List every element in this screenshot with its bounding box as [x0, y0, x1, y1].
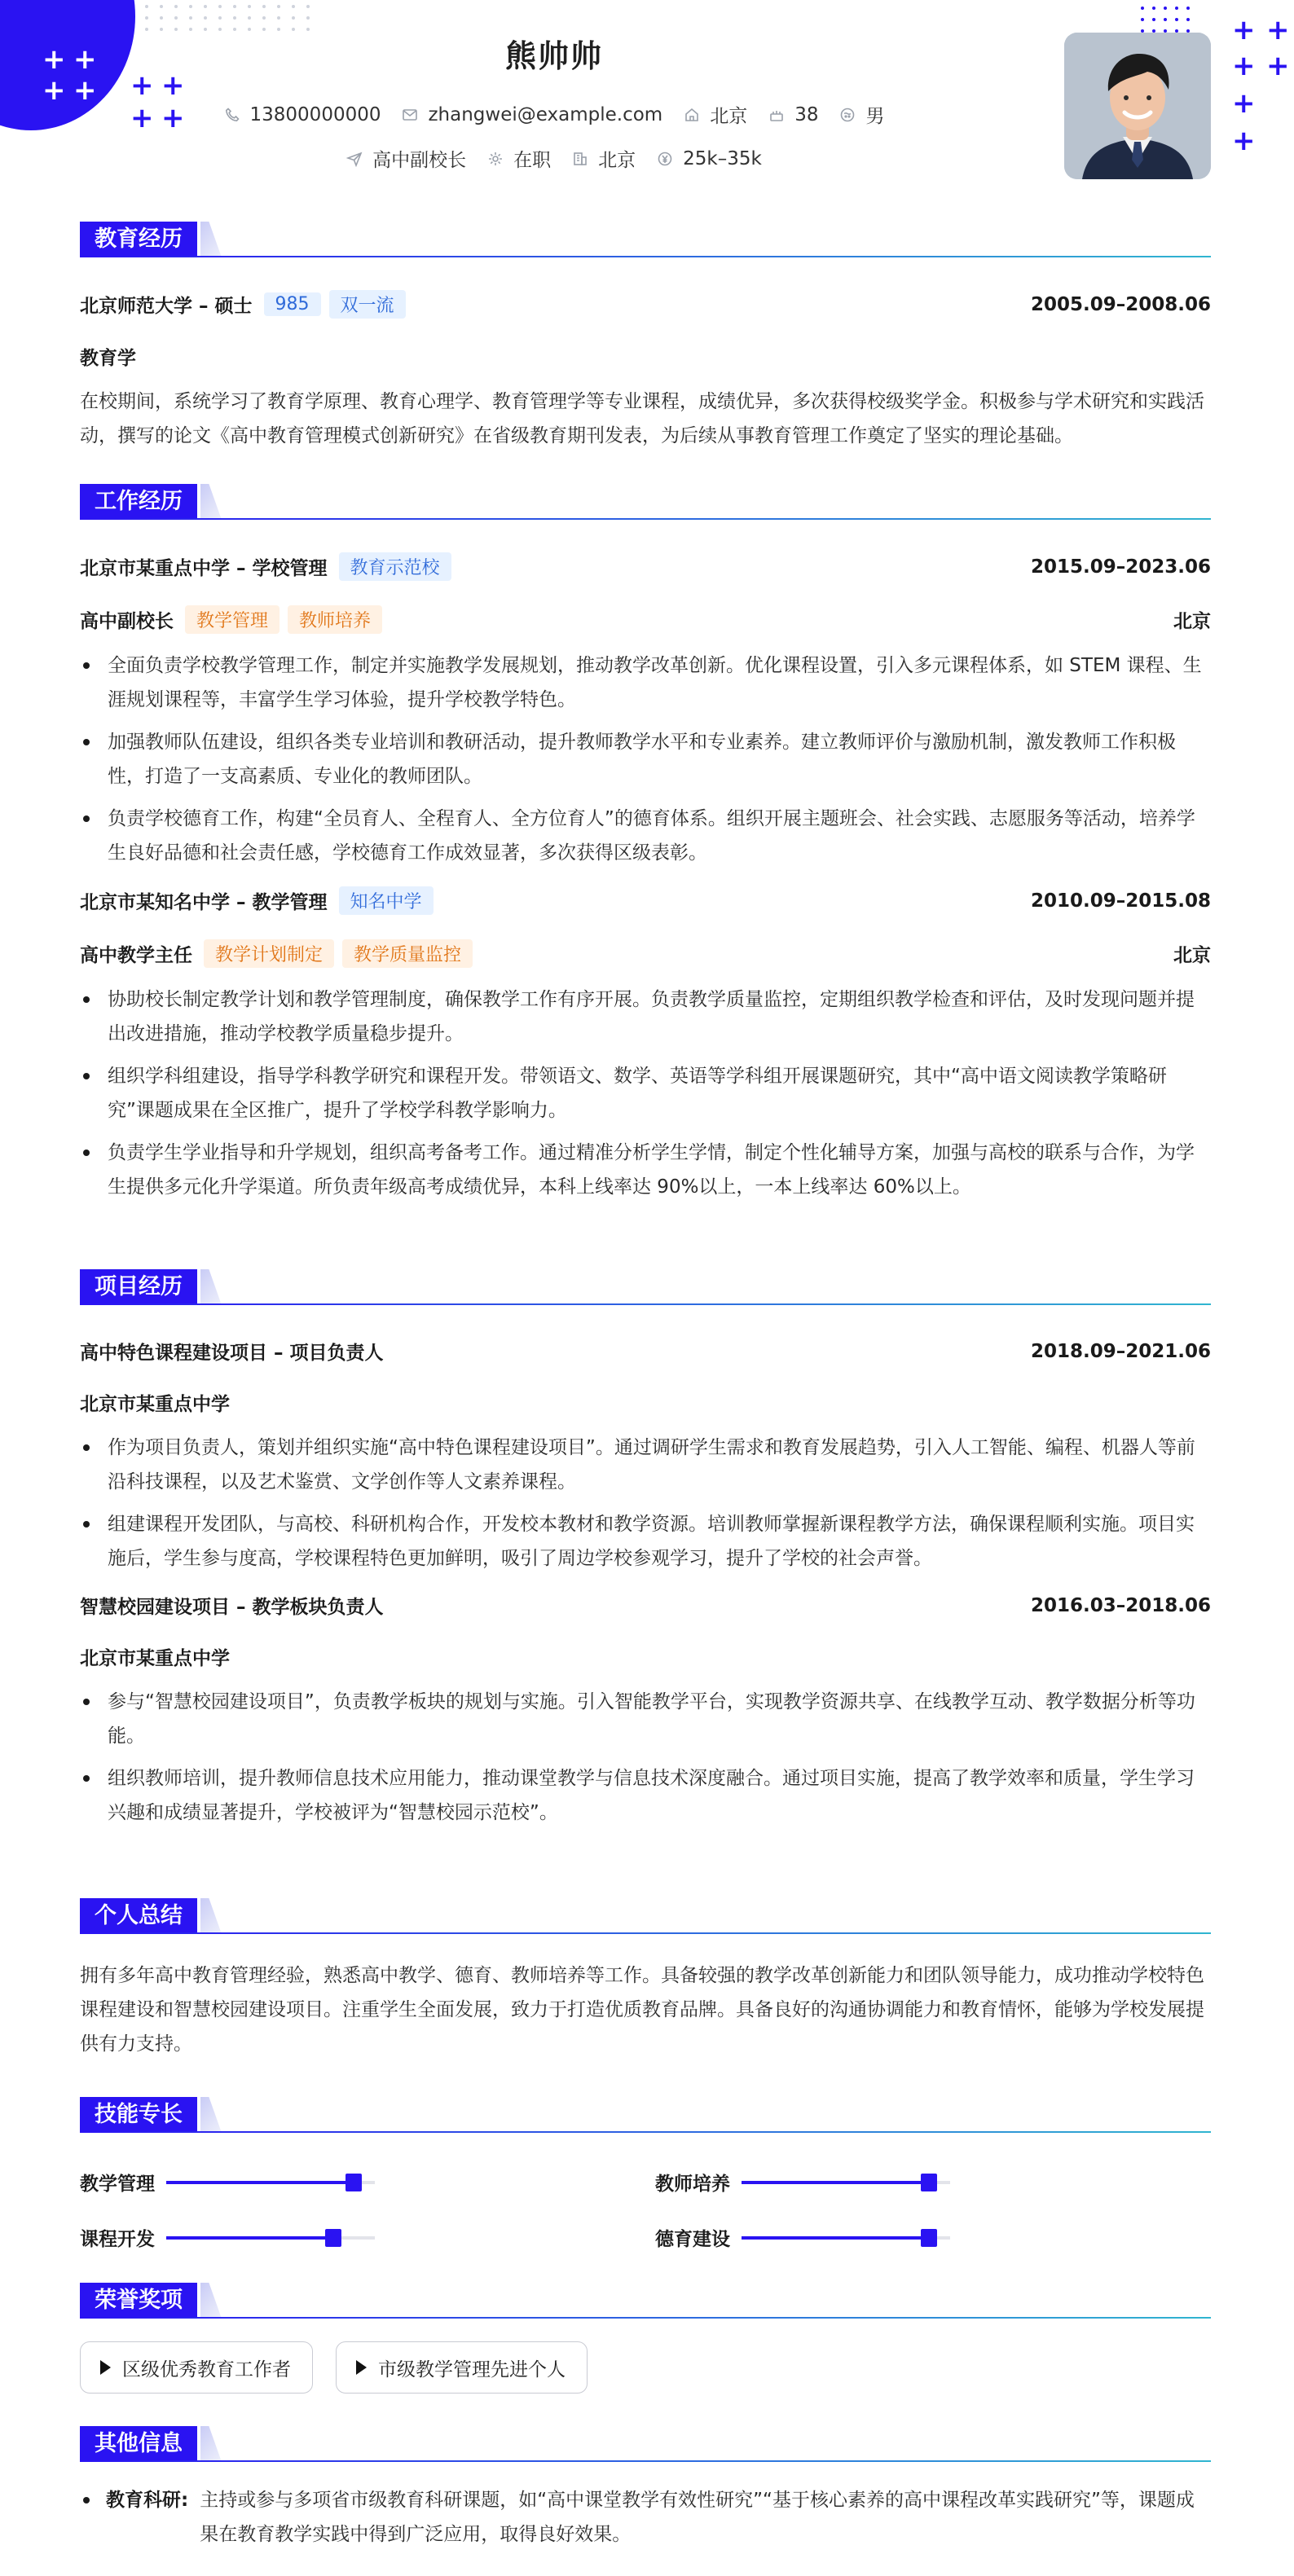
- work-role-row: [80, 605, 1211, 634]
- project-item: [80, 1592, 1211, 1830]
- yuan-icon: [657, 151, 673, 167]
- skill-bar-fill: [166, 2236, 333, 2240]
- summary-section: [80, 1898, 1211, 2061]
- education-section: [80, 222, 1211, 453]
- section-divider: [80, 256, 1211, 257]
- project-item: [80, 1338, 1211, 1576]
- project-name: 高中特色课程建设项目 – 项目负责人: [80, 1343, 384, 1364]
- section-header: [80, 1898, 1211, 1937]
- candidate-name: 熊帅帅: [504, 38, 603, 74]
- bullet-item: 加强教师队伍建设，组织各类专业培训和教研活动，提升教师教学水平和专业素养。建立教师评价与激励机制，激发教师工作积极性，打造了一支高素质、专业化的教师团队。: [80, 725, 1211, 793]
- plus-decoration-icon: +: [1266, 50, 1290, 82]
- skill-bar-knob: [921, 2229, 937, 2247]
- work-location: 北京: [1173, 945, 1211, 966]
- bullet-item: 协助校长制定教学计划和教学管理制度，确保教学工作有序开展。负责教学质量监控，定期组织教学检查和评估，及时发现问题并提出改进措施，推动学校教学质量稳步提升。: [80, 982, 1211, 1051]
- hometown-text: 北京: [710, 106, 748, 127]
- projects-section: [80, 1269, 1211, 1838]
- job-title-info: [346, 145, 466, 172]
- job-title-text: 高中副校长: [372, 150, 467, 171]
- age-text: 38: [794, 103, 819, 125]
- bullet-item: 全面负责学校教学管理工作，制定并实施教学发展规划，推动教学改革创新。优化课程设置，引入多元课程体系，如 STEM 课程、生涯规划课程等，丰富学生学习体验，提升学校教学特色。: [80, 648, 1211, 717]
- school-tag: 双一流: [329, 290, 406, 319]
- status-icon: [487, 151, 504, 167]
- skill-name: 课程开发: [80, 2229, 155, 2250]
- education-period: 2005.09–2008.06: [1030, 293, 1211, 315]
- other-text: 主持或参与多项省市级教育科研课题，如“高中课堂教学有效性研究”“基于核心素养的高中课程改革实践研究”等，课题成果在教育教学实践中得到广泛应用，取得良好效果。: [200, 2490, 1195, 2545]
- other-label: 教育科研:: [106, 2490, 189, 2511]
- plus-decoration-icon: +: [42, 74, 66, 107]
- age-info: [768, 104, 818, 125]
- project-org-row: [80, 1643, 1211, 1670]
- other-item: [80, 2483, 1211, 2552]
- work-org: 北京市某重点中学 – 学校管理: [80, 558, 328, 579]
- section-title: 工作经历: [80, 484, 197, 520]
- section-title: 项目经历: [80, 1269, 197, 1305]
- section-header: [80, 484, 1211, 523]
- section-title: 荣誉奖项: [80, 2283, 197, 2319]
- plus-decoration-icon: +: [73, 43, 97, 76]
- play-triangle-icon: [356, 2360, 367, 2375]
- plus-decoration-icon: +: [1232, 50, 1256, 82]
- work-org-row: [80, 886, 1211, 915]
- work-bullets: [80, 648, 1211, 870]
- work-role-row: [80, 939, 1211, 968]
- skill-name: 教学管理: [80, 2174, 155, 2195]
- mail-icon: [402, 107, 418, 123]
- project-bullets: [80, 1431, 1211, 1576]
- city-info: [572, 145, 636, 172]
- status-info: [487, 145, 551, 172]
- skill-bar: [742, 2181, 950, 2184]
- project-org-row: [80, 1389, 1211, 1416]
- award-text: 区级优秀教育工作者: [122, 2358, 291, 2380]
- work-role: 高中副校长: [80, 611, 174, 632]
- plus-decoration-icon: +: [1232, 14, 1256, 46]
- role-tag: 教学管理: [185, 605, 279, 634]
- building-icon: [572, 151, 588, 167]
- education-row: [80, 290, 1211, 319]
- skill-bar-fill: [742, 2181, 929, 2184]
- bullet-item: 作为项目负责人，策划并组织实施“高中特色课程建设项目”。通过调研学生需求和教育发展趋势，引入人工智能、编程、机器人等前沿科技课程，以及艺术鉴赏、文学创作等人文素养课程。: [80, 1431, 1211, 1499]
- plus-decoration-icon: +: [73, 74, 97, 107]
- role-tag: 教学质量监控: [342, 939, 473, 968]
- awards-list: [80, 2341, 1211, 2394]
- section-divider: [80, 1932, 1211, 1934]
- section-header: [80, 2426, 1211, 2465]
- project-period: 2016.03–2018.06: [1030, 1594, 1211, 1616]
- bullet-item: 负责学校德育工作，构建“全员育人、全程育人、全方位育人”的德育体系。组织开展主题班会、社会实践、志愿服务等活动，培养学生良好品德和社会责任感，学校德育工作成效显著，多次获得区级表彰。: [80, 802, 1211, 870]
- project-name: 智慧校园建设项目 – 教学板块负责人: [80, 1597, 384, 1618]
- work-period: 2010.09–2015.08: [1030, 890, 1211, 912]
- section-title-tail: [200, 2097, 222, 2133]
- plus-decoration-icon: +: [1266, 14, 1290, 46]
- skill-bar-fill: [166, 2181, 354, 2184]
- section-header: [80, 222, 1211, 261]
- skill-item: [655, 2169, 950, 2196]
- section-divider: [80, 2317, 1211, 2319]
- bullet-item: 参与“智慧校园建设项目”，负责教学板块的规划与实施。引入智能教学平台，实现教学资源共享、在线教学互动、教学数据分析等功能。: [80, 1685, 1211, 1753]
- city-text: 北京: [598, 150, 636, 171]
- section-title-tail: [200, 1269, 222, 1305]
- section-title-tail: [200, 1898, 222, 1934]
- section-title-tail: [200, 2283, 222, 2319]
- work-org-row: [80, 552, 1211, 581]
- skill-item: [655, 2224, 950, 2251]
- major-name: 教育学: [80, 348, 136, 369]
- award-text: 市级教学管理先进个人: [378, 2358, 566, 2380]
- skill-bar-knob: [346, 2174, 362, 2191]
- project-org: 北京市某重点中学: [80, 1394, 230, 1415]
- education-description: 在校期间，系统学习了教育学原理、教育心理学、教育管理学等专业课程，成绩优异，多次获得校级奖学金。积极参与学术研究和实践活动，撰写的论文《高中教育管理模式创新研究》在省级教育期刊发表，为后续从事教育管理工作奠定了坚实的理论基础。: [80, 391, 1204, 446]
- other-section: [80, 2426, 1211, 2552]
- skill-bar-knob: [921, 2174, 937, 2191]
- plus-decoration-icon: +: [161, 102, 185, 134]
- section-header: [80, 2283, 1211, 2322]
- plus-decoration-icon: +: [1232, 125, 1256, 157]
- work-section: [80, 484, 1211, 1212]
- skill-bar: [166, 2181, 375, 2184]
- section-header: [80, 1269, 1211, 1308]
- bullet-item: 组织教师培训，提升教师信息技术应用能力，推动课堂教学与信息技术深度融合。通过项目实施，提高了教学效率和质量，学生学习兴趣和成绩显著提升，学校被评为“智慧校园示范校”。: [80, 1761, 1211, 1830]
- section-header: [80, 2097, 1211, 2136]
- bullet-item: 组建课程开发团队，与高校、科研机构合作，开发校本教材和教学资源。培训教师掌握新课程教学方法，确保课程顺利实施。项目实施后，学生参与度高，学校课程特色更加鲜明，吸引了周边学校参观学习，提升了学校的社会声誉。: [80, 1507, 1211, 1576]
- skill-name: 教师培养: [655, 2174, 730, 2195]
- gender-text: 男: [865, 106, 885, 127]
- section-divider: [80, 2131, 1211, 2133]
- work-item: [80, 552, 1211, 870]
- work-period: 2015.09–2023.06: [1030, 556, 1211, 578]
- work-role: 高中教学主任: [80, 945, 192, 966]
- send-icon: [346, 151, 363, 167]
- school-tag: 985: [264, 292, 321, 316]
- salary-info: [657, 148, 762, 169]
- award-chip: [336, 2341, 588, 2394]
- section-divider: [80, 2460, 1211, 2462]
- gender-info: [839, 101, 884, 128]
- summary-text: 拥有多年高中教育管理经验，熟悉高中教学、德育、教师培养等工作。具备较强的教学改革创新能力和团队领导能力，成功推动学校特色课程建设和智慧校园建设项目。注重学生全面发展，致力于打造优质教育品牌。具备良好的沟通协调能力和教育情怀，能够为学校发展提供有力支持。: [80, 1965, 1204, 2055]
- work-bullets: [80, 982, 1211, 1204]
- age-icon: [768, 107, 785, 123]
- org-tag: 知名中学: [339, 886, 434, 915]
- section-title-tail: [200, 484, 222, 520]
- skill-bar: [742, 2236, 950, 2240]
- school-name: 北京师范大学 – 硕士: [80, 296, 253, 317]
- awards-section: [80, 2283, 1211, 2397]
- plus-decoration-icon: +: [42, 43, 66, 76]
- project-period: 2018.09–2021.06: [1030, 1340, 1211, 1362]
- project-name-row: [80, 1592, 1211, 1619]
- org-tag: 教育示范校: [339, 552, 451, 581]
- section-title: 技能专长: [80, 2097, 197, 2133]
- salary-text: 25k–35k: [683, 147, 762, 169]
- contact-row: [0, 101, 1108, 128]
- dot-grid-decoration: [1141, 7, 1190, 33]
- dot-grid-decoration: [145, 5, 310, 31]
- email-text: zhangwei@example.com: [428, 103, 663, 125]
- home-icon: [684, 107, 700, 123]
- plus-decoration-icon: +: [1232, 87, 1256, 120]
- skill-bar-fill: [742, 2236, 929, 2240]
- phone-icon: [224, 107, 240, 123]
- award-chip: [80, 2341, 313, 2394]
- phone-info: [224, 104, 381, 125]
- project-org: 北京市某重点中学: [80, 1648, 230, 1669]
- section-title: 其他信息: [80, 2426, 197, 2462]
- bullet-item: 负责学生学业指导和升学规划，组织高考备考工作。通过精准分析学生学情，制定个性化辅导方案，加强与高校的联系与合作，为学生提供多元化升学渠道。所负责年级高考成绩优异，本科上线率达 90%以上，一本上线率达 60%以上。: [80, 1136, 1211, 1204]
- plus-decoration-icon: +: [130, 69, 154, 102]
- profile-photo: [1064, 33, 1211, 179]
- job-row: [0, 145, 1108, 172]
- section-divider: [80, 518, 1211, 520]
- status-text: 在职: [513, 150, 552, 171]
- phone-text: 13800000000: [249, 103, 381, 125]
- section-title-tail: [200, 222, 222, 257]
- bullet-item: 组织学科组建设，指导学科教学研究和课程开发。带领语文、数学、英语等学科组开展课题研究，其中“高中语文阅读教学策略研究”课题成果在全区推广，提升了学校学科教学影响力。: [80, 1059, 1211, 1128]
- skill-bar-knob: [325, 2229, 341, 2247]
- email-info: [402, 104, 662, 125]
- skill-item: [80, 2169, 375, 2196]
- work-org: 北京市某知名中学 – 教学管理: [80, 892, 328, 913]
- project-bullets: [80, 1685, 1211, 1830]
- work-item: [80, 886, 1211, 1204]
- section-divider: [80, 1303, 1211, 1305]
- role-tag: 教师培养: [288, 605, 382, 634]
- play-triangle-icon: [100, 2360, 111, 2375]
- plus-decoration-icon: +: [161, 69, 185, 102]
- work-location: 北京: [1173, 611, 1211, 632]
- skill-item: [80, 2224, 375, 2251]
- role-tag: 教学计划制定: [204, 939, 334, 968]
- section-title: 个人总结: [80, 1898, 197, 1934]
- skills-section: [80, 2097, 1211, 2250]
- skill-name: 德育建设: [655, 2229, 730, 2250]
- section-title-tail: [200, 2426, 222, 2462]
- section-title: 教育经历: [80, 222, 197, 257]
- skill-bar: [166, 2236, 375, 2240]
- plus-decoration-icon: +: [130, 102, 154, 134]
- project-name-row: [80, 1338, 1211, 1365]
- gender-icon: [839, 107, 856, 123]
- major-row: [80, 343, 1211, 370]
- hometown-info: [684, 101, 747, 128]
